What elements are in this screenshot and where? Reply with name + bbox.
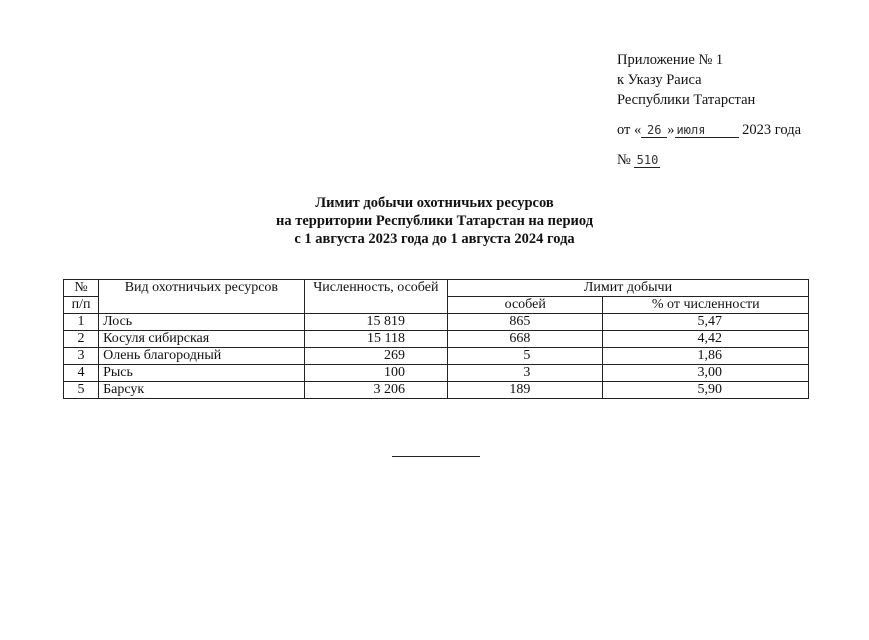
row-num: 3 <box>64 348 99 365</box>
appendix-block <box>617 50 801 170</box>
limits-table <box>63 279 809 399</box>
header-limit: Лимит добычи <box>448 280 809 297</box>
header-num-top: № <box>64 280 99 297</box>
appendix-line-1: Приложение № 1 <box>617 52 724 68</box>
date-month: июля <box>675 123 739 138</box>
date-day: 26 <box>641 123 667 138</box>
header-limit-count: особей <box>448 297 603 314</box>
header-population: Численность, особей <box>304 280 447 314</box>
appendix-line-2: к Указу Раиса <box>617 72 702 88</box>
date-mid: » <box>667 122 675 138</box>
date-prefix: от « <box>617 122 642 138</box>
row-num: 5 <box>64 382 99 399</box>
table-row <box>64 382 809 399</box>
row-num: 2 <box>64 331 99 348</box>
row-limit: 865 <box>448 314 603 331</box>
row-population: 269 <box>304 348 447 365</box>
closing-rule <box>392 456 480 457</box>
row-limit: 3 <box>448 365 603 382</box>
row-limit: 668 <box>448 331 603 348</box>
header-num-bottom: п/п <box>64 297 99 314</box>
title-line-3: с 1 августа 2023 года до 1 августа 2024 года <box>294 231 575 247</box>
table-row <box>64 314 809 331</box>
row-population: 100 <box>304 365 447 382</box>
title-line-2: на территории Республики Татарстан на период <box>275 213 594 229</box>
row-num: 1 <box>64 314 99 331</box>
row-species: Лось <box>99 314 305 331</box>
date-year: 2023 года <box>742 122 802 138</box>
row-pct: 4,42 <box>603 331 809 348</box>
row-species: Олень благородный <box>99 348 305 365</box>
table-header-row-1 <box>64 280 809 297</box>
header-species: Вид охотничьих ресурсов <box>99 280 305 314</box>
row-species: Косуля сибирская <box>99 331 305 348</box>
row-pct: 3,00 <box>603 365 809 382</box>
header-limit-pct: % от численности <box>603 297 809 314</box>
row-species: Барсук <box>99 382 305 399</box>
row-limit: 189 <box>448 382 603 399</box>
row-population: 15 819 <box>304 314 447 331</box>
title-line-1: Лимит добычи охотничьих ресурсов <box>315 195 554 211</box>
row-num: 4 <box>64 365 99 382</box>
row-pct: 1,86 <box>603 348 809 365</box>
number-value: 510 <box>634 153 660 168</box>
appendix-date <box>617 120 801 140</box>
table-row <box>64 331 809 348</box>
table-row <box>64 365 809 382</box>
appendix-number <box>617 150 801 170</box>
row-limit: 5 <box>448 348 603 365</box>
row-pct: 5,90 <box>603 382 809 399</box>
appendix-line-3: Республики Татарстан <box>617 92 756 108</box>
number-prefix: № <box>617 152 631 168</box>
document-title <box>0 194 869 248</box>
row-population: 15 118 <box>304 331 447 348</box>
table-row <box>64 348 809 365</box>
row-pct: 5,47 <box>603 314 809 331</box>
row-population: 3 206 <box>304 382 447 399</box>
row-species: Рысь <box>99 365 305 382</box>
